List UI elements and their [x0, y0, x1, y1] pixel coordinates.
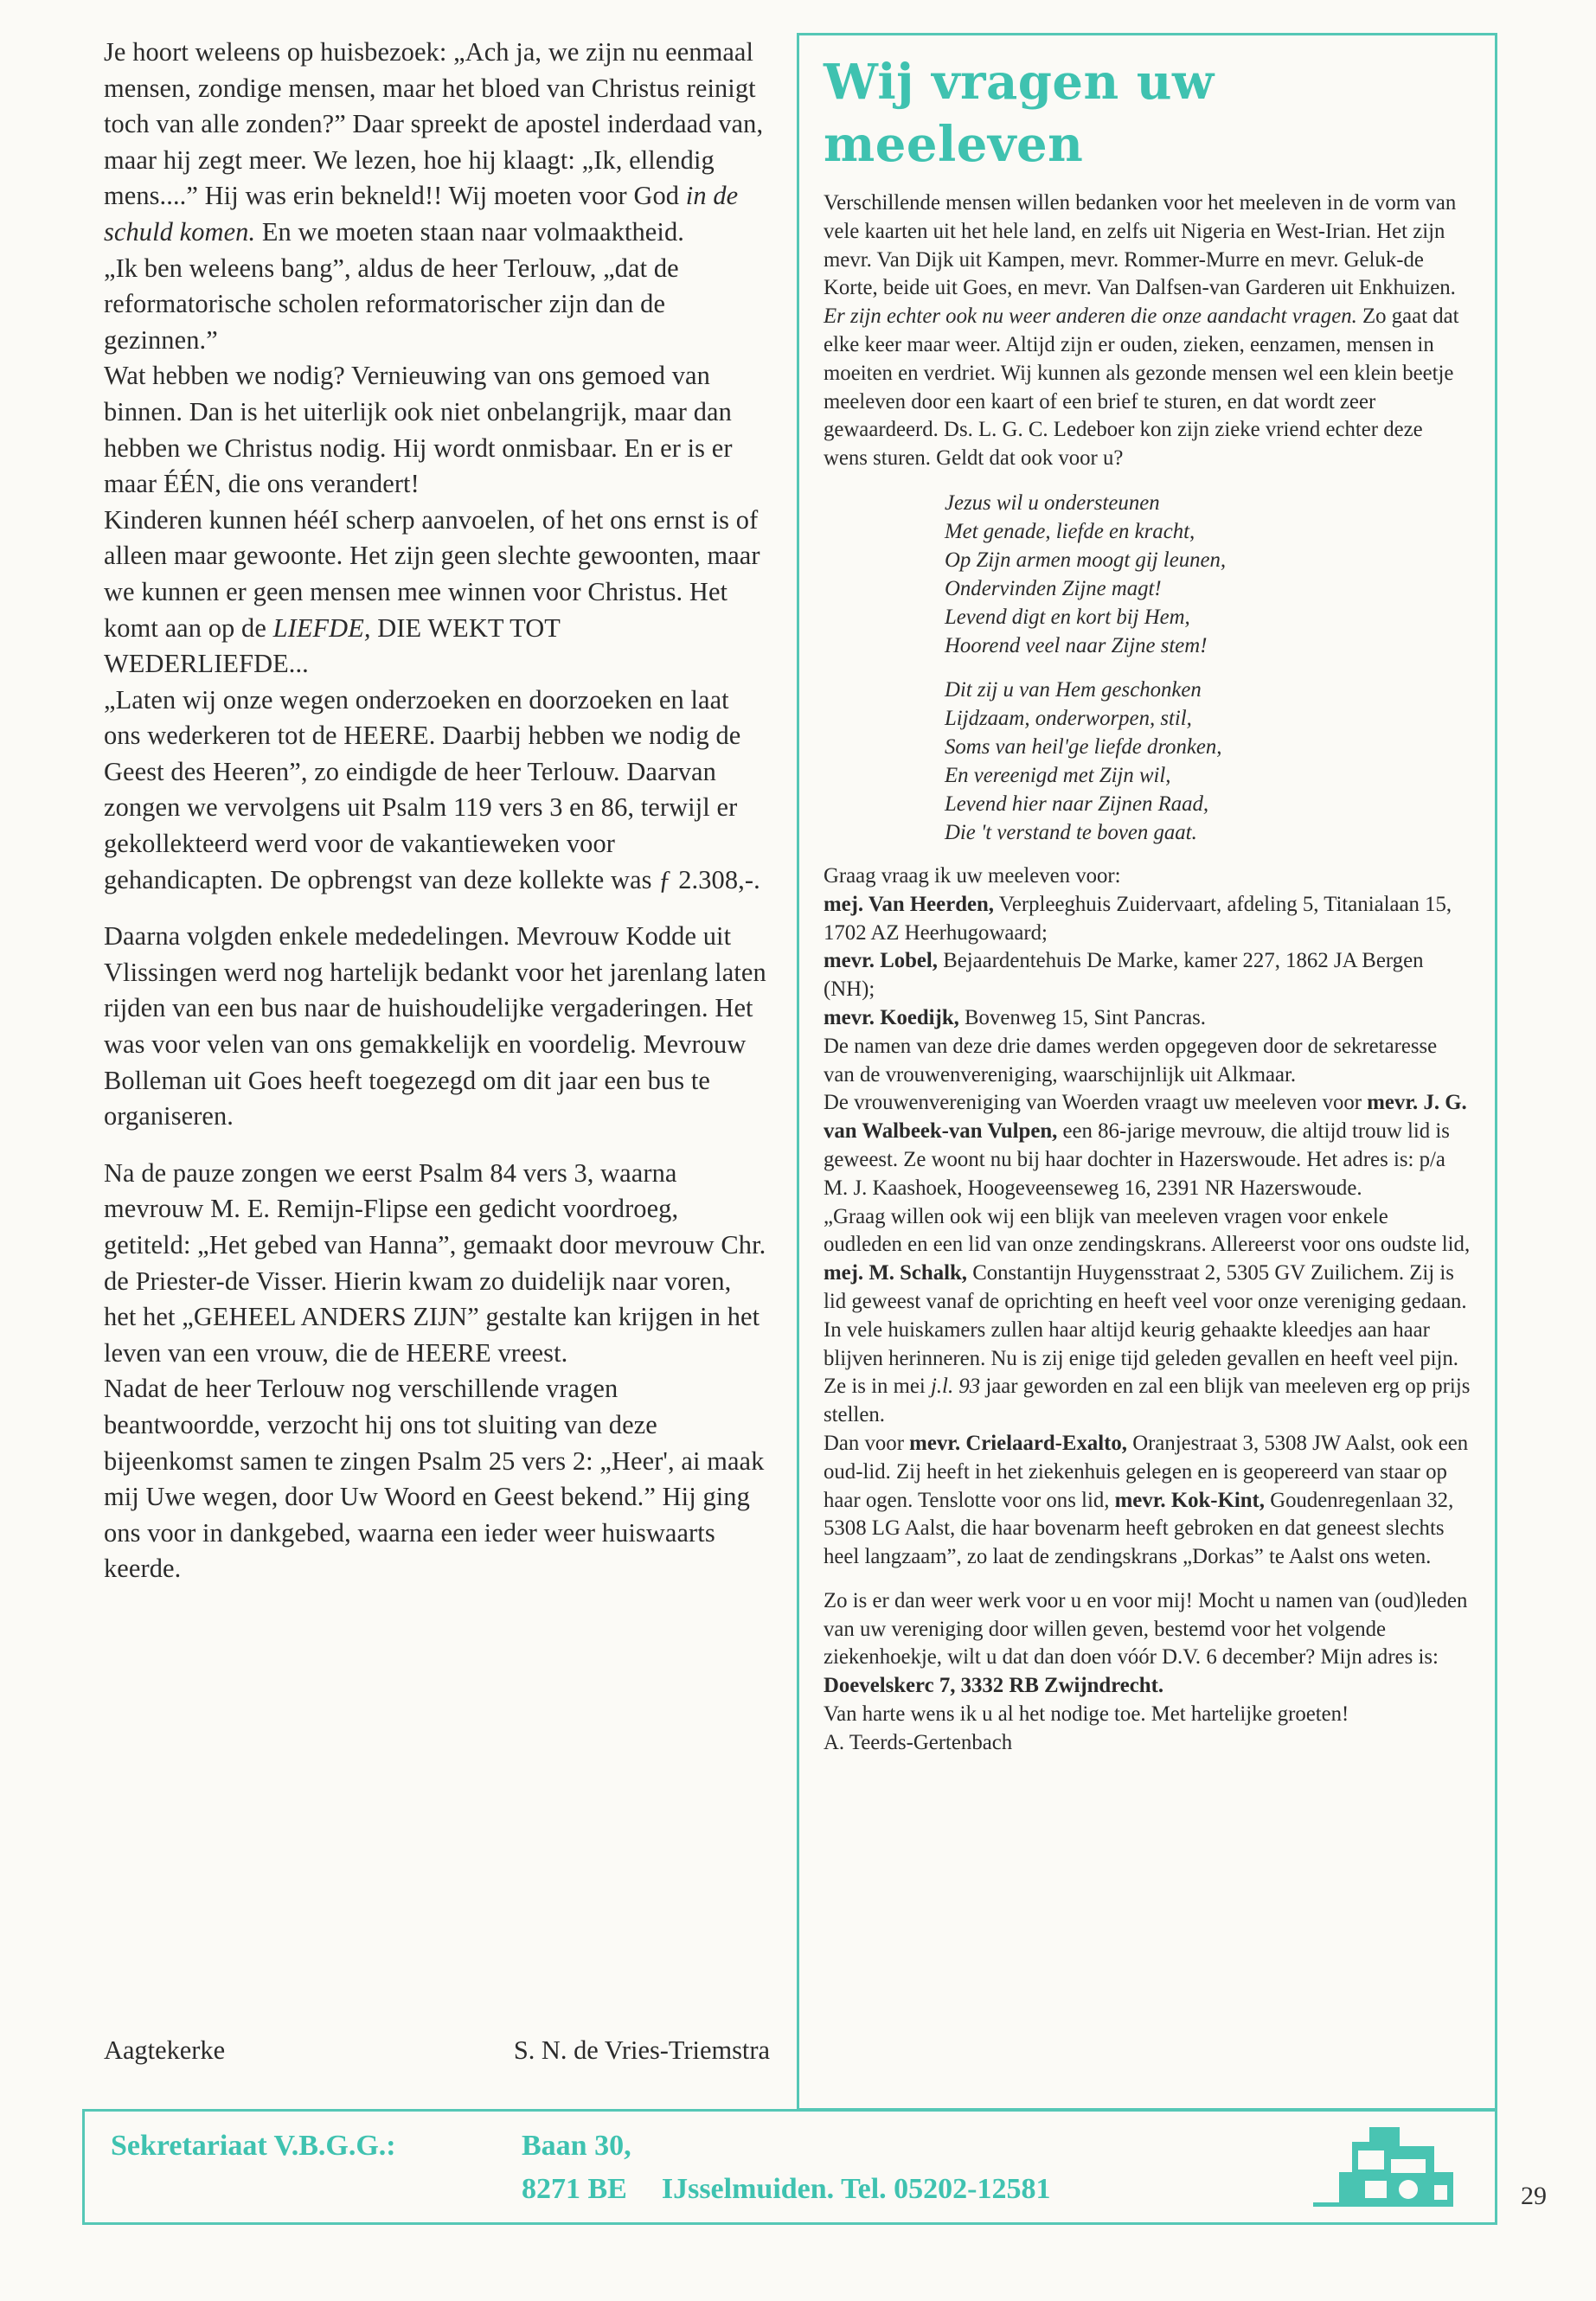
poem-line: Hoorend veel naar Zijne stem!: [945, 633, 1208, 657]
poem-line: Op Zijn armen moogt gij leunen,: [945, 548, 1227, 572]
poem: [945, 489, 1471, 847]
poem-line: Die 't verstand te boven gaat.: [945, 820, 1197, 844]
paragraph: Wat hebben we nodig? Vernieuwing van ons gemoed van binnen. Dan is het uiterlijk ook niet onbelangrijk, maar dan hebben we Christus nodig. Hij wordt onmisbaar. En er is er maar ÉÉN, die ons verandert!: [104, 361, 733, 499]
request-name: mevr. Lobel,: [824, 949, 939, 973]
request-name: mevr. Koedijk,: [824, 1005, 959, 1029]
poem-stanza: [945, 489, 1471, 660]
poem-line: Dit zij u van Hem geschonken: [945, 677, 1202, 702]
poem-line: Met genade, liefde en kracht,: [945, 519, 1195, 543]
poem-line: Ondervinden Zijne magt!: [945, 576, 1162, 600]
left-column: [104, 35, 770, 1587]
request-name: mevr. Kok-Kint,: [1114, 1488, 1265, 1512]
footer-postcode: 8271 BE: [522, 2173, 627, 2205]
paragraph: Kinderen kunnen hééI scherp aanvoelen, of het ons ernst is of alleen maar gewoonte. Het zijn geen slechte gewoonten, maar we kunnen er geen mensen mee winnen voor Christus. Het komt aan op de LIEFDE, DIE WEKT TOT WEDERLIEFDE...: [104, 504, 760, 679]
poem-line: Soms van heil'ge liefde dronken,: [945, 734, 1222, 759]
request-name: mej. M. Schalk,: [824, 1261, 967, 1285]
footer-line: [522, 2169, 1050, 2210]
closing-paragraph: Zo is er dan weer werk voor u en voor mij! Mocht u namen van (oud)leden van uw vereniging door willen geven, bestemd voor het volgende ziekenhoekje, wilt u dat dan doen vóór D.V. 6 december? Mijn adres is: Doevelskerc 7, 3332 RB Zwijndrecht. Van harte wens ik u al het nodige toe. Met hartelijke groeten! A. Teerds-Gertenbach: [824, 1588, 1468, 1754]
page-number: 29: [1521, 2182, 1547, 2210]
intro-paragraph: Verschillende mensen willen bedanken voor het meeleven in de vorm van vele kaarten uit het hele land, en zelfs uit Nigeria en West-Irian. Het zijn mevr. Van Dijk uit Kampen, mevr. Rommer-Murre en mevr. Geluk-de Korte, beide uit Goes, en mevr. Van Dalfsen-van Garderen uit Enkhuizen. Er zijn echter ook nu weer anderen die onze aandacht vragen. Zo gaat dat elke keer maar weer. Altijd zijn er ouden, zieken, eenzamen, mensen in moeiten en verdriet. Wij kunnen als gezonde mensen wel een klein beetje meeleven door een kaart of een brief te sturen, en dat wordt zeer gewaardeerd. Ds. L. G. C. Ledeboer kon zijn zieke vriend echter deze wens sturen. Geldt dat ook voor u?: [824, 191, 1459, 471]
footer-street: Baan 30,: [522, 2130, 631, 2162]
paragraph: Je hoort weleens op huisbezoek: „Ach ja, we zijn nu eenmaal mensen, zondige mensen, maar het bloed van Christus reinigt toch van alle zonden?” Daar spreekt de apostel inderdaad van, maar hij zegt meer. We lezen, hoe hij klaagt: „Ik, ellendig mens....” Hij was erin bekneld!! Wij moeten voor God in de schuld komen. En we moeten staan naar volmaaktheid.: [104, 37, 764, 247]
paragraph: Daarna volgden enkele mededelingen. Mevrouw Kodde uit Vlissingen werd nog hartelijk bedankt voor het jarenlang laten rijden van een bus naar de huishoudelijke vergaderingen. Het was voor velen van ons gemakkelijk en voordelig. Mevrouw Bolleman uit Goes heeft toegezegd om dit jaar een bus te organiseren.: [104, 921, 766, 1131]
meeleven-box: [797, 33, 1497, 2111]
author-address: Doevelskerc 7, 3332 RB Zwijndrecht.: [824, 1674, 1164, 1698]
signature-author: S. N. de Vries-Triemstra: [513, 2035, 770, 2065]
request-name: mevr. Crielaard-Exalto,: [909, 1431, 1127, 1455]
paragraph: Na de pauze zongen we eerst Psalm 84 vers 3, waarna mevrouw M. E. Remijn-Flipse een gedicht voordroeg, getiteld: „Het gebed van Hanna”, gemaakt door mevrouw Chr. de Priester-de Visser. Hierin kwam zo duidelijk naar voren, het het „GEHEEL ANDERS ZIJN” gestalte kan krijgen in het leven van een vrouw, die de HEERE vreest.: [104, 1157, 766, 1368]
vbgg-logo-icon: [1304, 2120, 1460, 2217]
requests-paragraph: Graag vraag ik uw meeleven voor: mej. Van Heerden, Verpleeghuis Zuidervaart, afdeling 5, Titanialaan 15, 1702 AZ Heerhugowaard; mevr. Lobel, Bejaardentehuis De Marke, kamer 227, 1862 JA Bergen (NH); mevr. Koedijk, Bovenweg 15, Sint Pancras. De namen van deze drie dames werden opgegeven door de sekretaresse van de vrouwenvereniging, waarschijnlijk uit Alkmaar. De vrouwenvereniging van Woerden vraagt uw meeleven voor mevr. J. G. van Walbeek-van Vulpen, een 86-jarige mevrouw, die altijd trouw lid is geweest. Ze woont nu bij haar dochter in Hazerswoude. Het adres is: p/a M. J. Kaashoek, Hoogeveenseweg 16, 2391 NR Hazerswoude. „Graag willen ook wij een blijk van meeleven vragen voor enkele oudleden en een lid van onze zendingskrans. Allereerst voor ons oudste lid, mej. M. Schalk, Constantijn Huygensstraat 2, 5305 GV Zuilichem. Zij is lid geweest vanaf de oprichting en heeft veel voor onze vereniging gedaan. In vele huiskamers zullen haar altijd keurig gehaakte kleedjes aan haar blijven herinneren. Nu is zij enige tijd geleden gevallen en heeft veel pijn. Ze is in mei j.l. 93 jaar geworden en zal een blijk van meeleven erg op prijs stellen. Dan voor mevr. Crielaard-Exalto, Oranjestraat 3, 5308 JW Aalst, ook een oud-lid. Zij heeft in het ziekenhuis gelegen en is geopereerd van staar op haar ogen. Tenslotte voor ons lid, mevr. Kok-Kint, Goudenregenlaan 32, 5308 LG Aalst, die haar bovenarm heeft gebroken en dat geneest slechts heel langzaam”, zo laat de zendingskrans „Dorkas” te Aalst ons weten.: [824, 863, 1471, 1569]
paragraph: Nadat de heer Terlouw nog verschillende vragen beantwoordde, verzocht hij ons tot sluiting van deze bijeenkomst samen te zingen Psalm 25 vers 2: „Heer', ai maak mij Uwe wegen, door Uw Woord en Geest bekend.” Hij ging ons voor in dankgebed, waarna een ieder weer huiswaarts keerde.: [104, 1374, 765, 1584]
secretariat-footer: [82, 2109, 1497, 2225]
poem-line: Lijdzaam, onderworpen, stil,: [945, 706, 1192, 730]
footer-city-phone: IJsselmuiden. Tel. 05202-12581: [661, 2173, 1051, 2205]
paragraph: „Ik ben weleens bang”, aldus de heer Terlouw, „dat de reformatorische scholen reformatorischer zijn dan de gezinnen.”: [104, 253, 679, 355]
poem-line: Levend hier naar Zijnen Raad,: [945, 792, 1209, 816]
poem-line: Jezus wil u ondersteunen: [945, 490, 1160, 515]
request-name: mej. Van Heerden,: [824, 892, 994, 916]
signature-place: Aagtekerke: [104, 2035, 226, 2065]
footer-label: Sekretariaat V.B.G.G.:: [111, 2130, 396, 2162]
poem-stanza: [945, 676, 1471, 847]
poem-line: En vereenigd met Zijn wil,: [945, 763, 1171, 787]
article-signature: [104, 2035, 770, 2066]
paragraph: „Laten wij onze wegen onderzoeken en doorzoeken en laat ons wederkeren tot de HEERE. Daarbij hebben we nodig de Geest des Heeren”, zo eindigde de heer Terlouw. Daarvan zongen we vervolgens uit Psalm 119 vers 3 en 86, terwijl er gekollekteerd werd voor de vakantieweken voor gehandicapten. De opbrengst van deze kollekte was ƒ 2.308,-.: [104, 684, 760, 894]
box-title: Wij vragen uw meeleven: [824, 54, 1215, 173]
footer-line: [111, 2125, 631, 2167]
request-name: mevr. J. G. van Walbeek-van Vulpen,: [824, 1091, 1467, 1144]
poem-line: Levend digt en kort bij Hem,: [945, 605, 1190, 629]
box-signoff: A. Teerds-Gertenbach: [824, 1730, 1013, 1754]
